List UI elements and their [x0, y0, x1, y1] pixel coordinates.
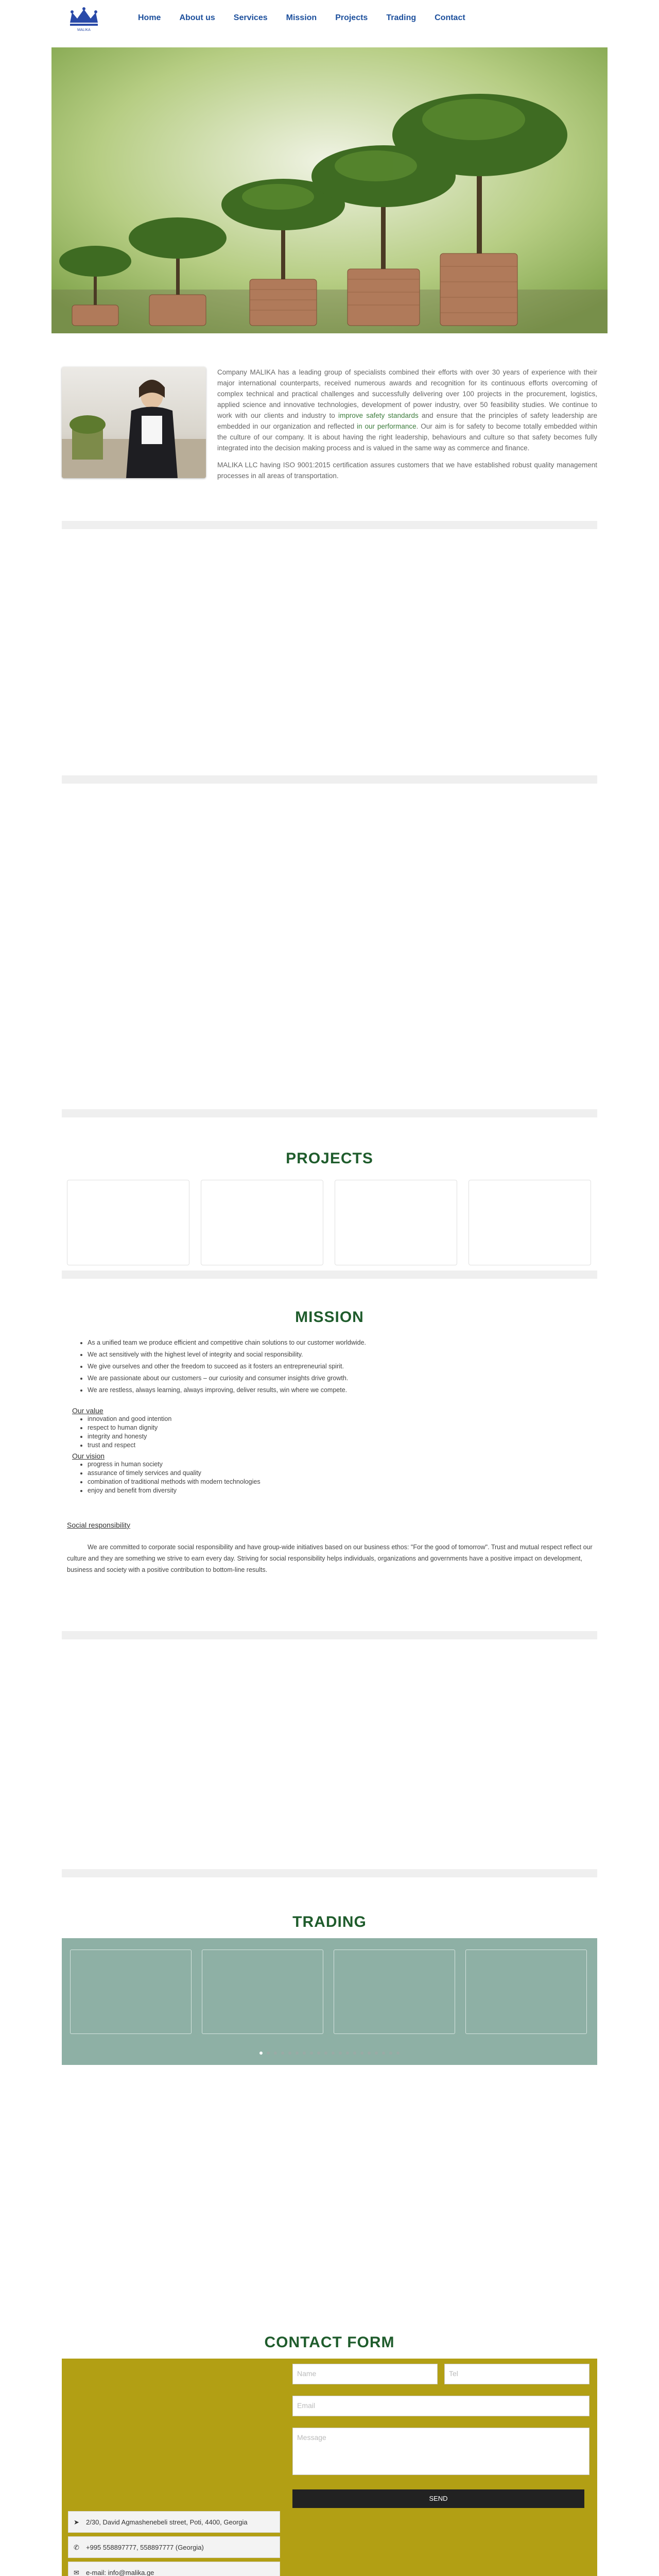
section-divider: [62, 1270, 597, 1279]
carousel-dot[interactable]: [346, 2052, 349, 2055]
list-item: • respect to human dignity: [88, 1423, 597, 1432]
list-item: • As a unified team we produce efficient and competitive chain solutions to our customer worldwide.: [88, 1337, 597, 1349]
carousel-dot[interactable]: [317, 2052, 320, 2055]
phone-icon: ✆: [74, 2544, 79, 2551]
value-list: [67, 1415, 597, 1450]
name-field[interactable]: Name: [292, 2364, 438, 2384]
list-item: • We give ourselves and other the freedom to succeed as it fosters an entrepreneurial spirit.: [88, 1361, 597, 1372]
list-item: • assurance of timely services and quality: [88, 1469, 597, 1478]
mission-section: [67, 1337, 597, 1575]
value-heading: Our value: [72, 1406, 103, 1415]
social-heading: Social responsibility: [67, 1521, 130, 1529]
nav-trading[interactable]: Trading: [386, 13, 417, 22]
carousel-dot[interactable]: [389, 2052, 392, 2055]
list-item: • We act sensitively with the highest level of integrity and social responsibility.: [88, 1349, 597, 1361]
address-info: ➤ 2/30, David Agmashenebeli street, Poti, 4400, Georgia: [68, 2511, 280, 2533]
trading-card[interactable]: [334, 1950, 455, 2034]
carousel-dot[interactable]: [274, 2052, 277, 2055]
nav-home[interactable]: Home: [138, 13, 161, 22]
carousel-dot[interactable]: [353, 2052, 356, 2055]
section-divider: [62, 521, 597, 529]
carousel-dot[interactable]: [396, 2052, 400, 2055]
about-paragraph-1: Company MALIKA has a leading group of specialists combined their efforts with over 30 years of experience with their major international counterparts, received numerous awards and recognition for its continuous efforts overcoming of complex technical and practical challenges and successfully delivering over 100 projects in the procurement, logistics, applied science and innovative technologies, development of power industry, over 50 feasibility studies. We continue to work with our clients and industry to improve safety standards and ensure that the principles of safety leadership are embedded in our organization and reflected in our performance. Our aim is for safety to become totally embedded within the culture of our company. It is about having the right leadership, behaviours and culture so that safety becomes fully integrated into the decision making process and is valued in the same way as commerce and finance.: [217, 368, 598, 452]
contact-form: [62, 2359, 597, 2576]
contact-title: CONTACT FORM: [264, 2334, 395, 2351]
about-paragraph-2: MALIKA LLC having ISO 9001:2015 certification assures customers that we have established robust quality management processes in all areas of transportation.: [217, 461, 597, 480]
section-divider: [62, 1869, 597, 1877]
nav-projects[interactable]: Projects: [335, 13, 368, 22]
hero-banner: [51, 47, 608, 333]
logo-text: MALIKA: [77, 28, 91, 32]
malika-logo[interactable]: [67, 5, 101, 33]
carousel-dot[interactable]: [267, 2052, 270, 2055]
section-divider: [62, 1109, 597, 1117]
carousel-dot[interactable]: [375, 2052, 378, 2055]
carousel-dot[interactable]: [368, 2052, 371, 2055]
projects-title: PROJECTS: [286, 1150, 373, 1167]
trading-card[interactable]: [465, 1950, 587, 2034]
trading-card[interactable]: [70, 1950, 192, 2034]
list-item: • We are restless, always learning, always improving, deliver results, win where we compete.: [88, 1384, 597, 1396]
project-card[interactable]: [335, 1180, 457, 1265]
carousel-dot[interactable]: [332, 2052, 335, 2055]
envelope-icon: ✉: [74, 2569, 79, 2576]
vision-list: [67, 1460, 597, 1495]
hero-coin-trees-image: [51, 47, 608, 333]
trading-card[interactable]: [202, 1950, 323, 2034]
project-card[interactable]: [201, 1180, 323, 1265]
nav-services[interactable]: Services: [233, 13, 268, 22]
list-item: • combination of traditional methods with modern technologies: [88, 1478, 597, 1486]
social-text: We are committed to corporate social responsibility and have group-wide initiatives based on our business ethos: "For the good of tomorrow". Trust and mutual respect reflect our culture and they are something we strive to earn every day. Striving for social responsibility helps individuals, organizations and governments have a positive impact on development, business and society with a positive contribution to bottom-line results.: [67, 1544, 593, 1573]
project-card[interactable]: [469, 1180, 591, 1265]
about-highlight-performance[interactable]: in our performance: [357, 422, 417, 430]
carousel-dot[interactable]: [324, 2052, 327, 2055]
mission-list: [67, 1337, 597, 1396]
carousel-dots: [62, 2048, 597, 2057]
message-field[interactable]: Message: [292, 2428, 589, 2475]
phone-info: ✆ +995 558897777, 558897777 (Georgia): [68, 2536, 280, 2558]
trading-title: TRADING: [292, 1913, 367, 1930]
about-photo: [62, 367, 206, 478]
email-info: ✉ e-mail: info@malika.ge: [68, 2562, 280, 2576]
project-card[interactable]: [67, 1180, 189, 1265]
carousel-dot[interactable]: [310, 2052, 313, 2055]
list-item: • We are passionate about our customers – our curiosity and consumer insights drive growth.: [88, 1372, 597, 1384]
carousel-dot[interactable]: [259, 2052, 263, 2055]
send-button[interactable]: SEND: [292, 2489, 584, 2508]
nav-about[interactable]: About us: [179, 13, 215, 22]
section-divider: [62, 1631, 597, 1639]
section-divider: [62, 775, 597, 784]
list-item: • integrity and honesty: [88, 1432, 597, 1441]
about-highlight-safety-standards[interactable]: improve safety standards: [338, 412, 419, 419]
nav-contact[interactable]: Contact: [435, 13, 465, 22]
carousel-dot[interactable]: [382, 2052, 385, 2055]
site-header: [0, 0, 659, 37]
email-field[interactable]: Email: [292, 2396, 589, 2416]
carousel-dot[interactable]: [303, 2052, 306, 2055]
nav-mission[interactable]: Mission: [286, 13, 317, 22]
vision-heading: Our vision: [72, 1452, 105, 1460]
mission-title: MISSION: [295, 1309, 364, 1326]
trading-carousel: [62, 1938, 597, 2065]
carousel-dot[interactable]: [360, 2052, 363, 2055]
list-item: • trust and respect: [88, 1441, 597, 1450]
list-item: • enjoy and benefit from diversity: [88, 1486, 597, 1495]
carousel-dot[interactable]: [281, 2052, 284, 2055]
main-nav: [129, 13, 475, 23]
about-text: [217, 367, 597, 481]
carousel-dot[interactable]: [339, 2052, 342, 2055]
tel-field[interactable]: Tel: [444, 2364, 589, 2384]
location-arrow-icon: ➤: [74, 2518, 79, 2526]
carousel-dot[interactable]: [296, 2052, 299, 2055]
list-item: • innovation and good intention: [88, 1415, 597, 1423]
carousel-dot[interactable]: [288, 2052, 291, 2055]
list-item: • progress in human society: [88, 1460, 597, 1469]
